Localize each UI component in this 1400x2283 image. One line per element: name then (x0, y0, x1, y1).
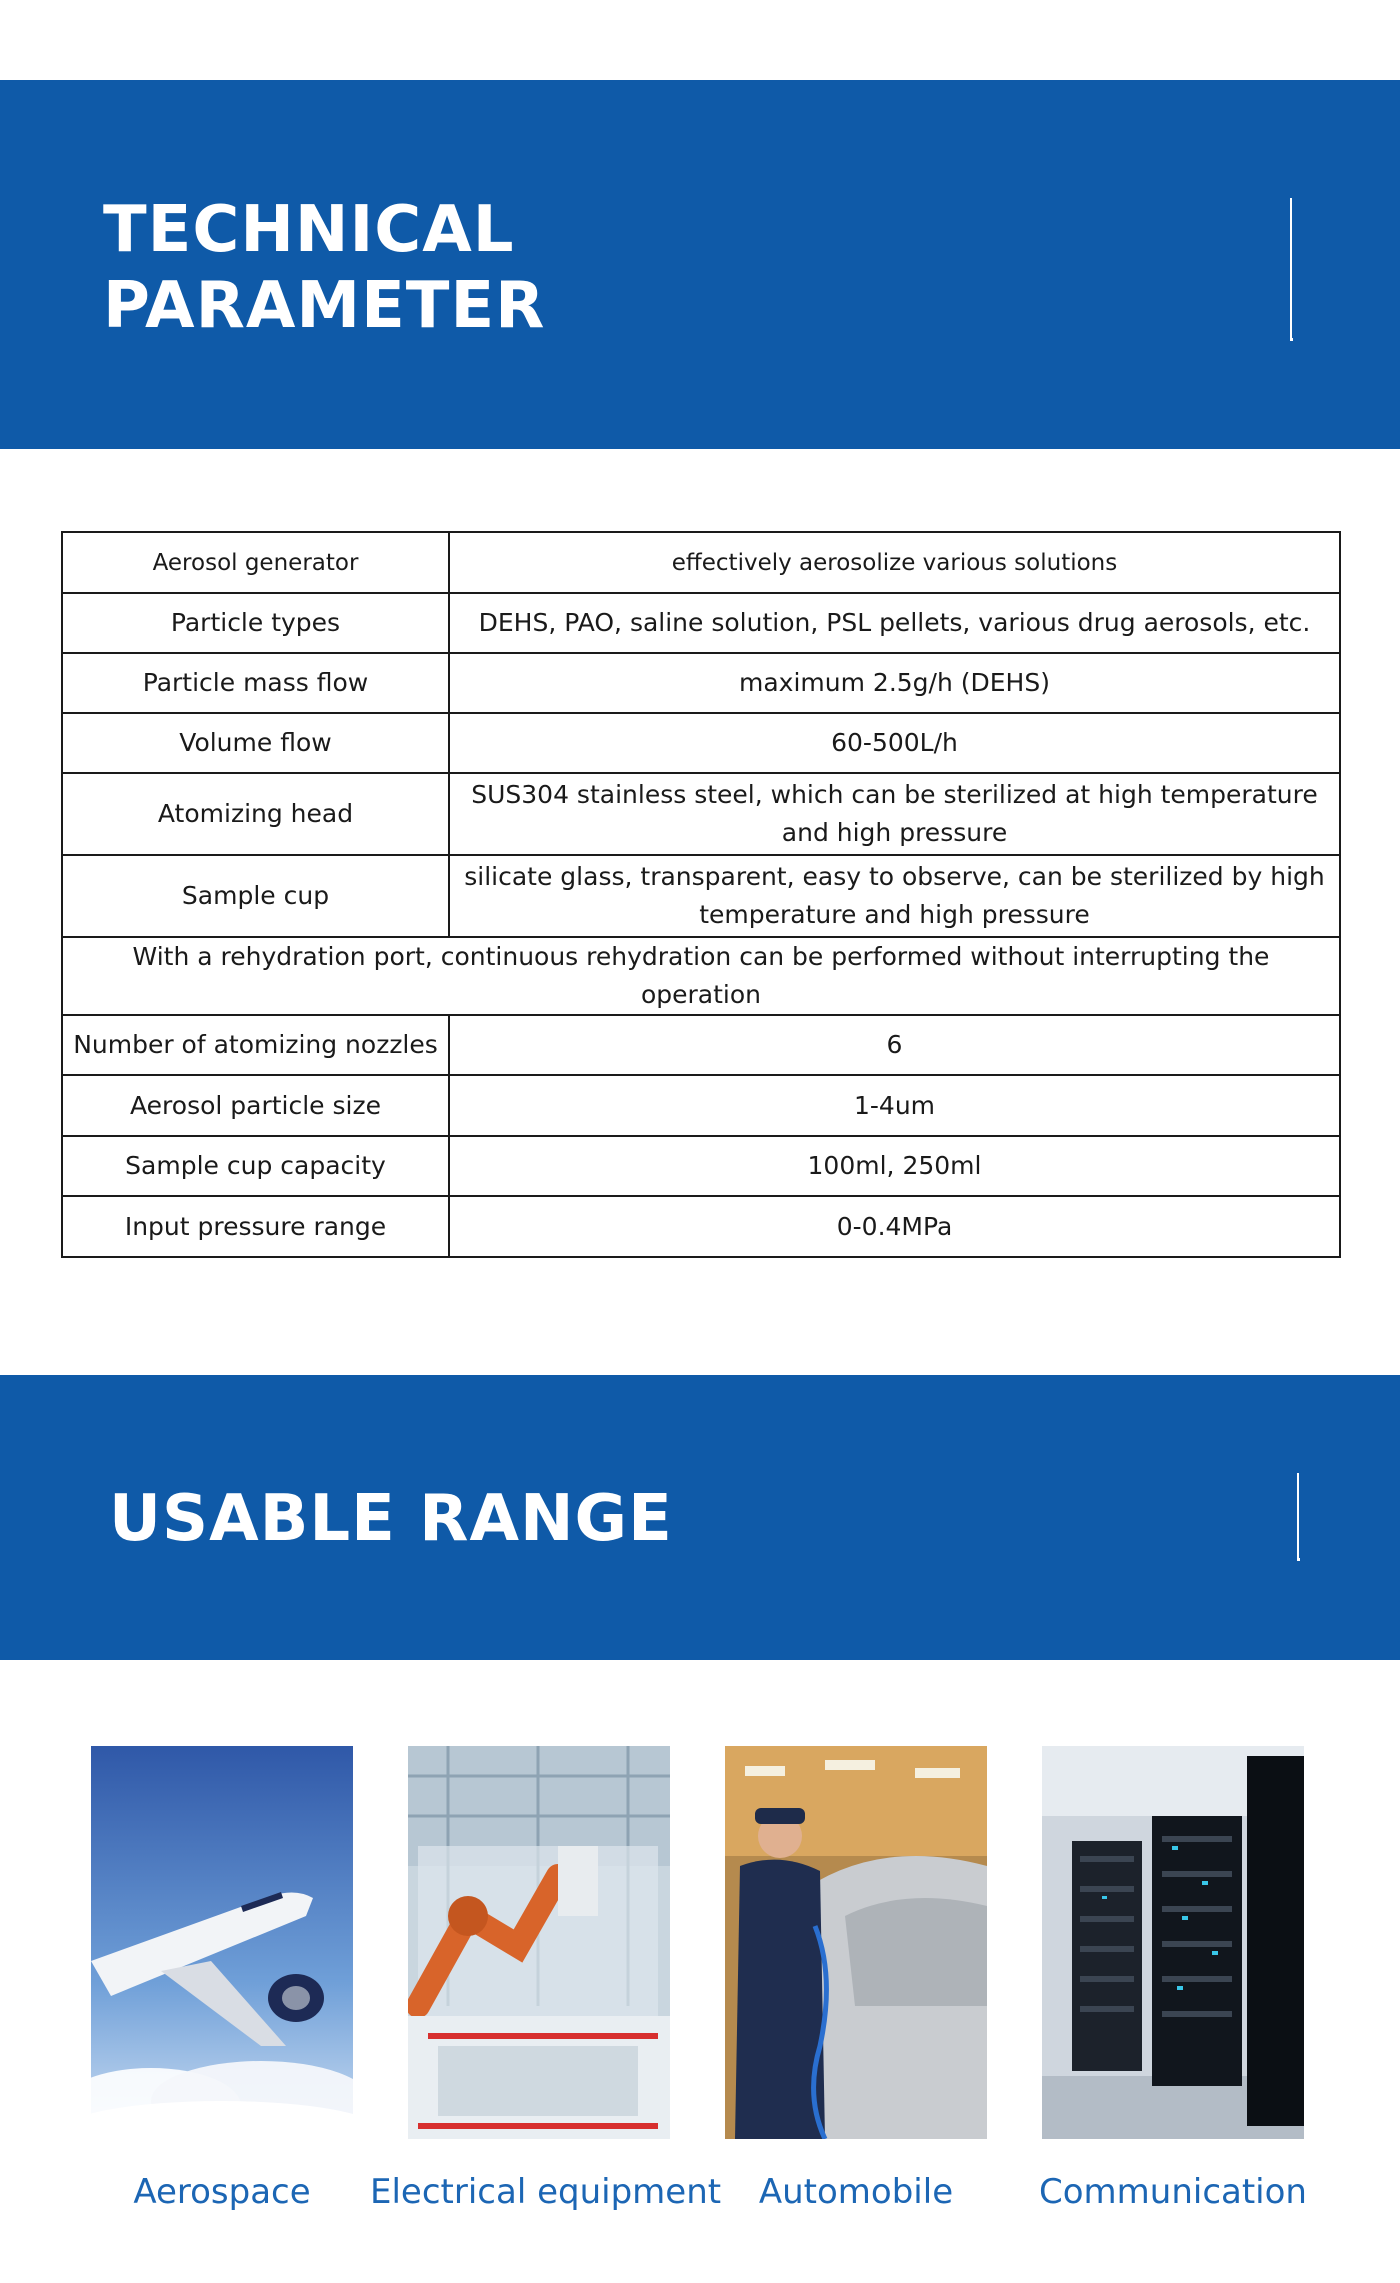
spec-label: Sample cup capacity (62, 1136, 449, 1196)
technical-parameter-banner (0, 80, 1400, 449)
spec-value: 6 (449, 1015, 1340, 1075)
banner-divider-line (1290, 198, 1292, 338)
spec-value: effectively aerosolize various solutions (449, 532, 1340, 593)
usable-range-title: USABLE RANGE (109, 1482, 673, 1556)
spec-value: 100ml, 250ml (449, 1136, 1340, 1196)
table-row (62, 653, 1340, 713)
spec-value: 0-0.4MPa (449, 1196, 1340, 1257)
usable-range-banner (0, 1375, 1400, 1660)
banner-divider-line (1297, 1473, 1299, 1559)
spec-full-row: With a rehydration port, continuous rehydration can be performed without interrupting the operation (62, 937, 1340, 1015)
table-row (62, 1075, 1340, 1136)
range-label-automobile: Automobile (758, 2172, 954, 2212)
airplane-photo-icon (91, 1746, 353, 2139)
banner-divider-dot (1290, 338, 1293, 341)
range-label-electrical-equipment: Electrical equipment (370, 2172, 722, 2212)
table-row (62, 937, 1340, 1015)
range-label-communication: Communication (1039, 2172, 1307, 2212)
spec-value: maximum 2.5g/h (DEHS) (449, 653, 1340, 713)
spec-value: DEHS, PAO, saline solution, PSL pellets, various drug aerosols, etc. (449, 593, 1340, 653)
car-worker-photo-icon (725, 1746, 987, 2139)
table-row (62, 1196, 1340, 1257)
spec-label: Number of atomizing nozzles (62, 1015, 449, 1075)
spec-label: Aerosol generator (62, 532, 449, 593)
robot-arm-photo-icon (408, 1746, 670, 2139)
spec-label: Input pressure range (62, 1196, 449, 1257)
spec-value: SUS304 stainless steel, which can be sterilized at high temperature and high pressure (449, 773, 1340, 855)
spec-value: 60-500L/h (449, 713, 1340, 773)
spec-label: Atomizing head (62, 773, 449, 855)
spec-label: Aerosol particle size (62, 1075, 449, 1136)
spec-label: Volume flow (62, 713, 449, 773)
table-row (62, 713, 1340, 773)
spec-value: silicate glass, transparent, easy to observe, can be sterilized by high temperature and high pressure (449, 855, 1340, 937)
table-row (62, 773, 1340, 855)
technical-parameter-title: TECHNICAL PARAMETER (103, 193, 546, 343)
table-row (62, 855, 1340, 937)
spec-label: Particle types (62, 593, 449, 653)
table-row (62, 1136, 1340, 1196)
table-row (62, 1015, 1340, 1075)
banner-divider-dot (1297, 1558, 1300, 1561)
server-rack-photo-icon (1042, 1746, 1304, 2139)
range-label-aerospace: Aerospace (133, 2172, 311, 2212)
spec-label: Sample cup (62, 855, 449, 937)
spec-table (61, 531, 1341, 1258)
table-row (62, 593, 1340, 653)
spec-label: Particle mass flow (62, 653, 449, 713)
spec-value: 1-4um (449, 1075, 1340, 1136)
table-row (62, 532, 1340, 593)
